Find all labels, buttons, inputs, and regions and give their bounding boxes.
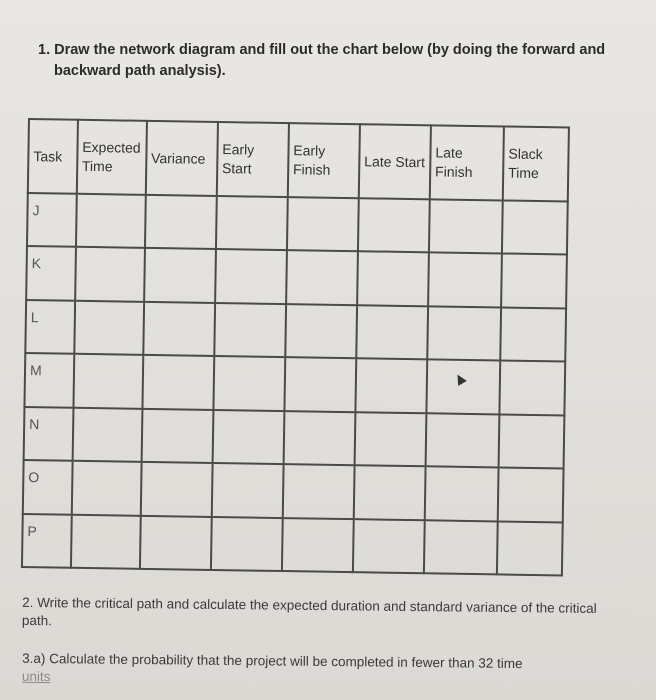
table-cell[interactable] <box>429 199 503 254</box>
question-3-cut-text: units <box>21 668 51 685</box>
table-cell[interactable] <box>143 302 215 357</box>
question-3-text: 3.a) Calculate the probability that the project will be completed in fewer than 32 time <box>22 650 523 672</box>
table-cell[interactable] <box>425 466 499 521</box>
table-cell[interactable] <box>215 249 287 304</box>
table-cell[interactable] <box>424 520 498 575</box>
table-cell[interactable] <box>75 247 145 301</box>
header-slack-time: Slack Time <box>503 126 569 201</box>
header-task: Task <box>28 119 78 194</box>
table-cell[interactable] <box>425 413 499 468</box>
table-cell[interactable] <box>498 468 564 522</box>
table-cell[interactable] <box>427 306 501 361</box>
table-cell[interactable] <box>283 411 355 466</box>
table-cell[interactable] <box>74 301 144 355</box>
header-late-start: Late Start <box>359 124 431 199</box>
task-cell: N <box>24 407 74 461</box>
table-cell[interactable] <box>216 196 288 251</box>
table-cell[interactable] <box>354 465 426 520</box>
question-1-line-2: backward path analysis). <box>54 63 226 79</box>
table-cell[interactable] <box>285 304 357 359</box>
table-cell[interactable] <box>287 197 359 252</box>
task-cell: P <box>22 513 72 567</box>
table-cell[interactable] <box>283 464 355 519</box>
task-cell: L <box>25 300 75 354</box>
table-cell[interactable] <box>141 409 213 464</box>
table-row <box>24 353 565 415</box>
header-late-finish: Late Finish <box>430 125 504 200</box>
table-cell[interactable] <box>142 355 214 410</box>
table-cell[interactable] <box>284 357 356 412</box>
table-cell[interactable] <box>73 354 143 408</box>
table-cell[interactable] <box>354 412 426 467</box>
table-cell[interactable] <box>71 514 141 569</box>
table-cell[interactable] <box>428 253 502 308</box>
table-cell[interactable] <box>211 516 283 571</box>
question-1 <box>38 40 618 82</box>
table-row <box>23 460 564 522</box>
table-row <box>27 193 568 255</box>
table-cell[interactable] <box>500 307 566 361</box>
table-cell[interactable] <box>358 198 430 253</box>
table-row <box>24 407 565 469</box>
task-cell: O <box>23 460 73 514</box>
table-cell[interactable] <box>353 519 425 574</box>
table-cell[interactable] <box>72 407 142 461</box>
table-cell[interactable] <box>355 358 427 413</box>
task-cell: M <box>24 353 74 407</box>
table-cell[interactable] <box>502 200 568 254</box>
table-cell[interactable] <box>71 461 141 515</box>
table-cell[interactable] <box>145 195 217 250</box>
table-cell[interactable] <box>214 303 286 358</box>
header-early-start: Early Start <box>217 122 289 197</box>
header-early-finish: Early Finish <box>288 123 360 198</box>
table-cell[interactable] <box>144 248 216 303</box>
table-cell[interactable] <box>212 410 284 465</box>
table-cell[interactable] <box>501 254 567 308</box>
table-cell[interactable] <box>497 521 563 575</box>
table-cell[interactable] <box>356 305 428 360</box>
table-cell[interactable] <box>286 251 358 306</box>
header-row <box>28 119 569 201</box>
question-1-line-1: 1. Draw the network diagram and fill out the chart below (by doing the forward and <box>38 42 606 58</box>
table-row <box>26 246 567 308</box>
pert-chart-table <box>21 118 570 576</box>
table-cell[interactable] <box>76 194 146 248</box>
table-cell[interactable] <box>212 463 284 518</box>
header-variance: Variance <box>146 121 218 196</box>
task-cell: J <box>27 193 77 247</box>
question-2: 2. Write the critical path and calculate the expected duration and standard variance of the critical path. <box>21 594 597 629</box>
table-cell[interactable] <box>282 518 354 573</box>
table-cell[interactable] <box>499 414 565 468</box>
table-cell[interactable] <box>141 462 213 517</box>
header-expected-time: Expected Time <box>77 120 147 195</box>
table-cell[interactable] <box>213 356 285 411</box>
table-cell[interactable] <box>499 361 565 415</box>
table-row <box>22 513 563 575</box>
table-cell[interactable] <box>426 360 500 415</box>
table-row <box>25 300 566 362</box>
table-cell[interactable] <box>357 252 429 307</box>
table-cell[interactable] <box>140 515 212 570</box>
question-3 <box>22 650 632 692</box>
task-cell: K <box>26 246 76 300</box>
